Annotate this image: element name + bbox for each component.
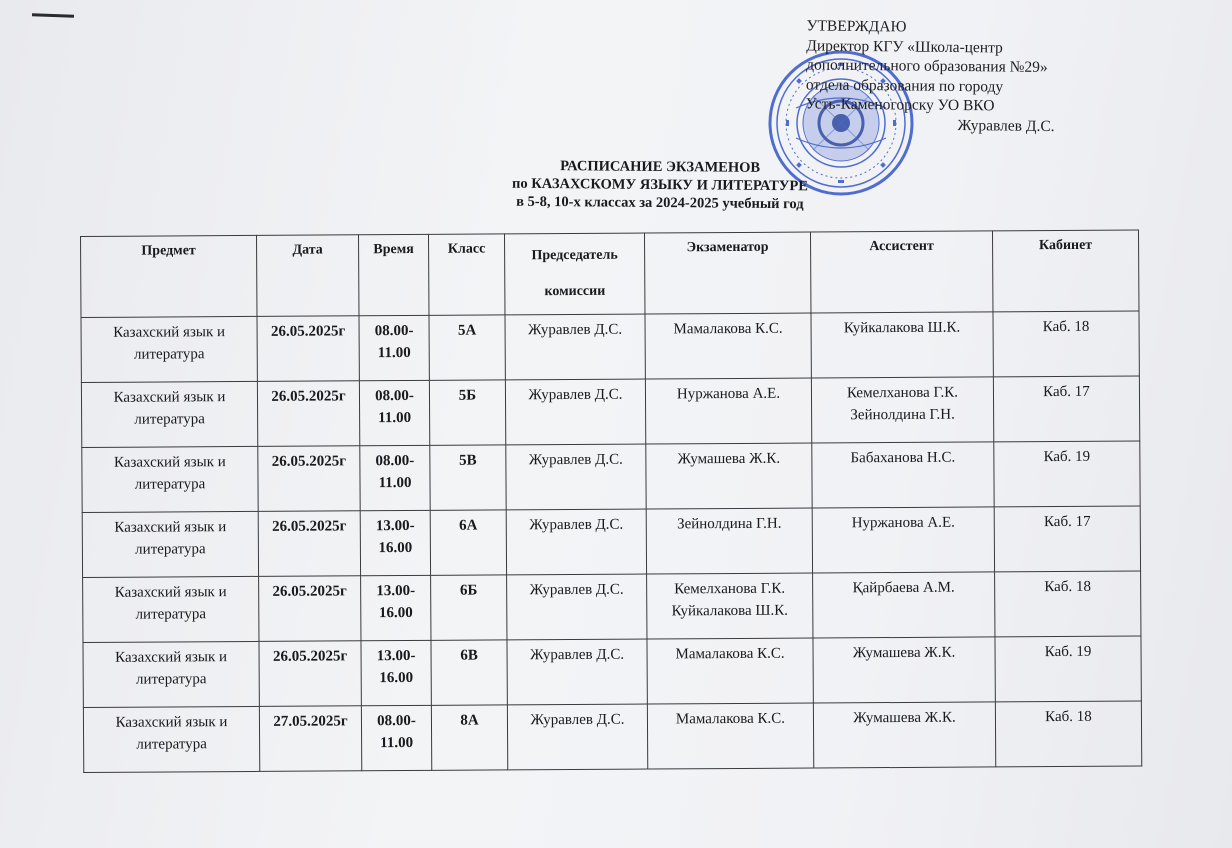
cell-subject <box>83 641 259 707</box>
cell-time <box>359 380 429 445</box>
assistant-line-1: Нуржанова А.Е. <box>851 514 955 532</box>
cell-chair: Журавлев Д.С. <box>505 314 645 380</box>
assistant-line-1: Бабаханова Н.С. <box>850 449 956 467</box>
time-start: 08.00- <box>377 712 416 730</box>
cell-subject <box>83 706 259 772</box>
cell-date: 26.05.2025г <box>257 316 359 382</box>
subject-line-1: Казахский язык и <box>113 389 226 406</box>
cell-room: Каб. 17 <box>993 376 1139 442</box>
cell-date: 27.05.2025г <box>259 706 361 772</box>
header-class: Класс <box>428 234 504 315</box>
time-start: 13.00- <box>375 517 415 535</box>
cell-chair: Журавлев Д.С. <box>506 444 646 510</box>
examiner-line-1: Кемелханова Г.К. <box>674 580 786 598</box>
subject-line-2: литература <box>135 671 207 688</box>
examiner-line-1: Нуржанова А.Е. <box>676 385 781 403</box>
cell-room: Каб. 17 <box>994 506 1140 572</box>
time-end: 11.00 <box>378 409 412 427</box>
time-start: 08.00- <box>375 387 414 405</box>
approval-city: Усть-Каменогорску УО ВКО <box>805 95 995 115</box>
examiner-line-1: Мамалакова К.С. <box>673 320 783 338</box>
subject-line-2: литература <box>135 606 207 623</box>
assistant-line-1: Қайрбаева А.М. <box>852 579 955 597</box>
header-date: Дата <box>256 235 358 317</box>
table-row <box>83 701 1141 772</box>
cell-room: Каб. 18 <box>995 571 1141 637</box>
cell-time <box>360 510 430 575</box>
assistant-line-1: Куйкалакова Ш.К. <box>843 319 961 337</box>
cell-time <box>361 640 431 705</box>
assistant-line-1: Жумашева Ж.К. <box>852 644 956 662</box>
cell-subject <box>82 446 258 512</box>
assistant-line-1: Кемелханова Г.К. <box>846 384 959 402</box>
cell-examiner <box>645 313 811 379</box>
examiner-line-1: Мамалакова К.С. <box>675 710 786 728</box>
header-time: Время <box>358 234 428 315</box>
cell-assistant <box>813 572 995 638</box>
time-end: 16.00 <box>379 669 414 687</box>
table-header-row <box>81 230 1139 317</box>
approval-block <box>805 16 1106 136</box>
cell-examiner <box>647 703 813 769</box>
cell-class: 8А <box>431 705 507 770</box>
approval-director: Директор КГУ «Школа-центр <box>806 36 1003 56</box>
cell-room: Каб. 18 <box>995 701 1141 767</box>
time-end: 11.00 <box>380 734 414 752</box>
cell-date: 26.05.2025г <box>259 641 361 707</box>
examiner-line-2: Куйкалакова Ш.К. <box>671 602 789 620</box>
cell-assistant <box>812 442 994 508</box>
cell-date: 26.05.2025г <box>258 446 360 512</box>
approval-signature: Журавлев Д.С. <box>957 116 1055 135</box>
subject-line-2: литература <box>133 346 205 363</box>
time-end: 16.00 <box>378 604 413 622</box>
cell-time <box>360 445 430 510</box>
time-start: 13.00- <box>376 647 416 665</box>
examiner-line-1: Мамалакова К.С. <box>675 645 785 663</box>
cell-class: 5А <box>429 315 505 380</box>
time-end: 11.00 <box>378 474 412 492</box>
cell-assistant <box>811 312 993 378</box>
examiner-line-1: Зейнолдина Г.Н. <box>677 515 782 533</box>
cell-examiner <box>646 508 812 574</box>
cell-examiner <box>647 638 813 704</box>
time-start: 13.00- <box>376 582 416 600</box>
cell-class: 6В <box>431 640 507 705</box>
cell-subject <box>82 511 258 577</box>
subject-line-1: Казахский язык и <box>113 324 226 341</box>
table-row <box>83 571 1141 642</box>
cell-chair: Журавлев Д.С. <box>507 574 647 640</box>
approval-dept: отдела образования по городу <box>805 75 1004 95</box>
time-end: 16.00 <box>378 539 413 557</box>
assistant-line-2: Зейнолдина Г.Н. <box>850 406 955 424</box>
header-chair-line2: комиссии <box>544 283 606 300</box>
cell-assistant <box>813 702 995 768</box>
table-row <box>83 636 1141 707</box>
subject-line-2: литература <box>135 541 206 558</box>
examiner-line-1: Жумашева Ж.К. <box>677 450 781 468</box>
cell-date: 26.05.2025г <box>257 381 359 447</box>
table-row <box>82 506 1140 577</box>
header-assistant: Ассистент <box>810 231 992 313</box>
approval-org: дополнительного образования №29» <box>806 56 1048 76</box>
corner-mark <box>32 13 74 17</box>
time-start: 08.00- <box>375 452 415 470</box>
cell-room: Каб. 18 <box>993 311 1139 377</box>
approval-heading: УТВЕРЖДАЮ <box>806 17 907 36</box>
cell-chair: Журавлев Д.С. <box>507 639 647 705</box>
cell-class: 5В <box>430 445 506 510</box>
cell-chair: Журавлев Д.С. <box>507 704 647 770</box>
cell-subject <box>81 381 257 447</box>
subject-line-2: литература <box>136 736 207 753</box>
header-room: Кабинет <box>992 230 1138 312</box>
header-examiner: Экзаменатор <box>644 232 810 314</box>
cell-room: Каб. 19 <box>994 441 1140 507</box>
subject-line-1: Казахский язык и <box>113 454 226 471</box>
table-row <box>81 311 1139 382</box>
header-chair <box>504 233 644 315</box>
header-chair-line1: Председатель <box>531 247 618 264</box>
cell-assistant <box>813 637 995 703</box>
cell-subject <box>81 316 257 382</box>
table-body <box>81 311 1142 772</box>
title-line-1: РАСПИСАНИЕ ЭКЗАМЕНОВ <box>560 158 761 176</box>
cell-time <box>359 315 429 380</box>
cell-examiner <box>647 573 813 639</box>
cell-time <box>361 705 431 770</box>
time-start: 08.00- <box>374 322 414 340</box>
cell-class: 5Б <box>429 380 505 445</box>
cell-examiner <box>646 443 812 509</box>
title-line-2: по КАЗАХСКОМУ ЯЗЫКУ И ЛИТЕРАТУРЕ <box>511 175 809 195</box>
subject-line-2: литература <box>134 476 206 493</box>
subject-line-2: литература <box>134 411 205 428</box>
cell-class: 6Б <box>431 575 507 640</box>
cell-room: Каб. 19 <box>995 636 1141 702</box>
time-end: 11.00 <box>377 344 411 362</box>
title-line-3: в 5-8, 10-х классах за 2024-2025 учебный год <box>516 193 804 213</box>
subject-line-1: Казахский язык и <box>115 649 228 666</box>
cell-chair: Журавлев Д.С. <box>505 379 645 445</box>
table-row <box>82 441 1140 512</box>
subject-line-1: Казахский язык и <box>114 519 227 536</box>
cell-chair: Журавлев Д.С. <box>506 509 646 575</box>
subject-line-1: Казахский язык и <box>115 714 228 731</box>
exam-schedule-table <box>80 230 1142 773</box>
cell-subject <box>83 576 259 642</box>
assistant-line-1: Жумашева Ж.К. <box>853 709 956 727</box>
cell-assistant <box>811 377 993 443</box>
document-title <box>380 156 940 215</box>
cell-date: 26.05.2025г <box>259 576 361 642</box>
cell-assistant <box>812 507 994 573</box>
cell-time <box>361 575 431 640</box>
header-subject: Предмет <box>81 235 257 317</box>
cell-date: 26.05.2025г <box>258 511 360 577</box>
subject-line-1: Казахский язык и <box>114 584 227 601</box>
cell-examiner <box>645 378 811 444</box>
table-row <box>81 376 1139 447</box>
cell-class: 6А <box>430 510 506 575</box>
